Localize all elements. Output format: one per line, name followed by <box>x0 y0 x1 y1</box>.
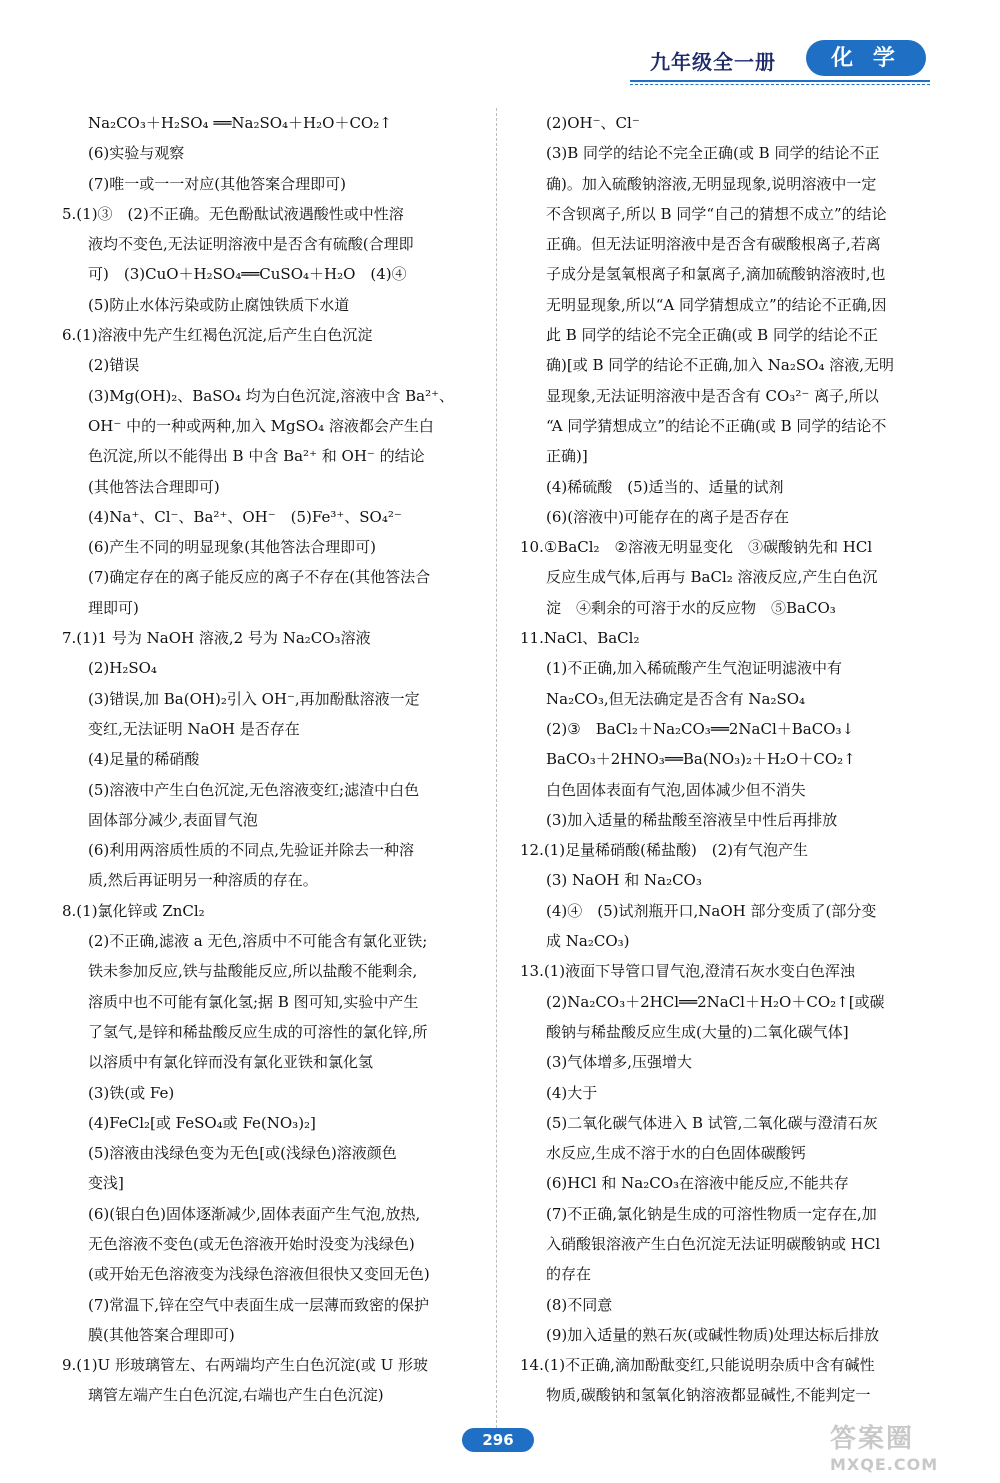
answer-line: 不含钡离子,所以 B 同学“自己的猜想不成立”的结论 <box>546 204 887 223</box>
answer-line: (3)铁(或 Fe) <box>88 1083 175 1102</box>
answer-line: “A 同学猜想成立”的结论不正确(或 B 同学的结论不 <box>546 416 887 435</box>
answer-line: (6)实验与观察 <box>88 144 185 163</box>
answer-line: 14.(1)不正确,滴加酚酞变红,只能说明杂质中含有碱性 <box>520 1356 875 1375</box>
subject-badge: 化 学 <box>806 40 926 76</box>
answer-line: 铁未参加反应,铁与盐酸能反应,所以盐酸不能剩余, <box>88 962 418 981</box>
answer-line: 以溶质中有氯化锌而没有氯化亚铁和氯化氢 <box>88 1053 374 1072</box>
answer-line: (3)Mg(OH)₂、BaSO₄ 均为白色沉淀,溶液中含 Ba²⁺、 <box>88 386 455 405</box>
answer-line: Na₂CO₃,但无法确定是否含有 Na₂SO₄ <box>546 689 806 708</box>
answer-line: (6)利用两溶质性质的不同点,先验证并除去一种溶 <box>88 841 415 860</box>
answer-line: (3)错误,加 Ba(OH)₂引入 OH⁻,再加酚酞溶液一定 <box>88 689 420 708</box>
answer-line: (3)加入适量的稀盐酸至溶液呈中性后再排放 <box>546 810 838 829</box>
answer-line: 10.①BaCl₂ ②溶液无明显变化 ③碳酸钠先和 HCl <box>520 538 873 557</box>
answer-line: 无色溶液不变色(或无色溶液开始时没变为浅绿色) <box>88 1234 415 1253</box>
answer-line: 11.NaCl、BaCl₂ <box>520 629 640 648</box>
answer-line: 7.(1)1 号为 NaOH 溶液,2 号为 Na₂CO₃溶液 <box>62 629 371 648</box>
answer-line: (或开始无色溶液变为浅绿色溶液但很快又变回无色) <box>88 1265 430 1284</box>
answer-line: 入硝酸银溶液产生白色沉淀无法证明碳酸钠或 HCl <box>546 1234 881 1253</box>
answer-line: (3)气体增多,压强增大 <box>546 1053 693 1072</box>
answer-line: (3)B 同学的结论不完全正确(或 B 同学的结论不正 <box>546 144 880 163</box>
answer-line: 固体部分减少,表面冒气泡 <box>88 810 258 829</box>
answer-line: 溶质中也不可能有氯化氢;据 B 图可知,实验中产生 <box>88 992 419 1011</box>
answer-line: (7)不正确,氯化钠是生成的可溶性物质一定存在,加 <box>546 1204 877 1223</box>
watermark-logo <box>830 1418 990 1478</box>
answer-line: 了氢气,是锌和稀盐酸反应生成的可溶性的氯化锌,所 <box>88 1022 428 1041</box>
answer-line: 5.(1)③ (2)不正确。无色酚酞试液遇酸性或中性溶 <box>62 204 404 223</box>
answer-line: (8)不同意 <box>546 1295 613 1314</box>
answer-line: 8.(1)氯化锌或 ZnCl₂ <box>62 901 205 920</box>
answer-line: (5)防止水体污染或防止腐蚀铁质下水道 <box>88 295 350 314</box>
answer-line: (6)HCl 和 Na₂CO₃在溶液中能反应,不能共存 <box>546 1174 849 1193</box>
answer-line: (2)③ BaCl₂＋Na₂CO₃══2NaCl＋BaCO₃↓ <box>546 719 855 738</box>
answer-line: 膜(其他答案合理即可) <box>88 1325 235 1344</box>
answer-line: 确)。加入硫酸钠溶液,无明显现象,说明溶液中一定 <box>546 174 877 193</box>
answer-line: (6)(银白色)固体逐渐减少,固体表面产生气泡,放热, <box>88 1204 421 1223</box>
answer-line: (9)加入适量的熟石灰(或碱性物质)处理达标后排放 <box>546 1325 879 1344</box>
answer-line: (1)不正确,加入稀硫酸产生气泡证明滤液中有 <box>546 659 843 678</box>
answer-line: (4)足量的稀硝酸 <box>88 750 200 769</box>
answer-line: 正确)] <box>546 447 588 466</box>
answer-line: (7)确定存在的离子能反应的离子不存在(其他答法合 <box>88 568 431 587</box>
answer-line: (6)(溶液中)可能存在的离子是否存在 <box>546 507 789 526</box>
answer-line: (2)不正确,滤液 a 无色,溶质中不可能含有氯化亚铁; <box>88 932 428 951</box>
answer-line: (5)溶液中产生白色沉淀,无色溶液变红;滤渣中白色 <box>88 780 420 799</box>
answer-line: (4)稀硫酸 (5)适当的、适量的试剂 <box>546 477 784 496</box>
answer-line: 正确。但无法证明溶液中是否含有碳酸根离子,若离 <box>546 235 881 254</box>
answer-line: (2)OH⁻、Cl⁻ <box>546 114 640 132</box>
answer-line: (2)Na₂CO₃＋2HCl══2NaCl＋H₂O＋CO₂↑[或碳 <box>546 992 885 1011</box>
answer-line: (5)溶液由浅绿色变为无色[或(浅绿色)溶液颜色 <box>88 1144 397 1163</box>
header-rule-dashed <box>630 84 930 85</box>
answer-line: (2)错误 <box>88 356 140 375</box>
answer-line: 的存在 <box>546 1265 592 1284</box>
answer-line: (4)大于 <box>546 1083 598 1102</box>
answer-line: 12.(1)足量稀硝酸(稀盐酸) (2)有气泡产生 <box>520 841 809 860</box>
answer-line: 淀 ④剩余的可溶于水的反应物 ⑤BaCO₃ <box>546 598 836 617</box>
answer-line: (4)FeCl₂[或 FeSO₄或 Fe(NO₃)₂] <box>88 1113 316 1132</box>
answer-line: 可) (3)CuO＋H₂SO₄══CuSO₄＋H₂O (4)④ <box>88 265 407 284</box>
answer-line: 变浅] <box>88 1174 124 1193</box>
answer-line: 13.(1)液面下导管口冒气泡,澄清石灰水变白色浑浊 <box>520 962 855 981</box>
answer-line: 反应生成气体,后再与 BaCl₂ 溶液反应,产生白色沉 <box>546 568 878 587</box>
answer-line: 液均不变色,无法证明溶液中是否含有硫酸(合理即 <box>88 235 414 254</box>
answer-line: (2)H₂SO₄ <box>88 659 157 678</box>
answer-line: (4)Na⁺、Cl⁻、Ba²⁺、OH⁻ (5)Fe³⁺、SO₄²⁻ <box>88 507 402 526</box>
page-number: 296 <box>462 1428 534 1452</box>
answer-line: 9.(1)U 形玻璃管左、右两端均产生白色沉淀(或 U 形玻 <box>62 1356 429 1375</box>
answer-line: 成 Na₂CO₃) <box>546 932 630 951</box>
answer-line: Na₂CO₃＋H₂SO₄ ══Na₂SO₄＋H₂O＋CO₂↑ <box>88 114 392 132</box>
answer-line: 无明显现象,所以“A 同学猜想成立”的结论不正确,因 <box>546 295 887 314</box>
answer-line: (6)产生不同的明显现象(其他答法合理即可) <box>88 538 376 557</box>
answer-line: 6.(1)溶液中先产生红褐色沉淀,后产生白色沉淀 <box>62 326 373 345</box>
answer-line: 此 B 同学的结论不完全正确(或 B 同学的结论不正 <box>546 326 878 345</box>
header-rule <box>630 80 930 82</box>
answer-line: (5)二氧化碳气体进入 B 试管,二氧化碳与澄清石灰 <box>546 1113 878 1132</box>
right-column <box>520 108 920 1411</box>
answer-line: OH⁻ 中的一种或两种,加入 MgSO₄ 溶液都会产生白 <box>88 416 434 435</box>
answer-line: 理即可) <box>88 598 139 617</box>
answer-line: 白色固体表面有气泡,固体减少但不消失 <box>546 780 806 799</box>
answer-line: (7)常温下,锌在空气中表面生成一层薄而致密的保护 <box>88 1295 430 1314</box>
column-divider <box>496 108 497 1428</box>
answer-line: 质,然后再证明另一种溶质的存在。 <box>88 871 318 890</box>
answer-line: 显现象,无法证明溶液中是否含有 CO₃²⁻ 离子,所以 <box>546 386 879 405</box>
answer-line: 物质,碳酸钠和氢氧化钠溶液都显碱性,不能判定一 <box>546 1386 871 1405</box>
answer-line: 璃管左端产生白色沉淀,右端也产生白色沉淀) <box>88 1386 384 1405</box>
answer-line: (其他答法合理即可) <box>88 477 220 496</box>
page-header <box>600 40 980 90</box>
answer-line: 变红,无法证明 NaOH 是否存在 <box>88 719 300 738</box>
answer-line: (3) NaOH 和 Na₂CO₃ <box>546 871 702 890</box>
answer-line: BaCO₃＋2HNO₃══Ba(NO₃)₂＋H₂O＋CO₂↑ <box>546 750 856 769</box>
left-column <box>62 108 482 1411</box>
answer-line: 确)[或 B 同学的结论不正确,加入 Na₂SO₄ 溶液,无明 <box>546 356 895 375</box>
answer-line: 水反应,生成不溶于水的白色固体碳酸钙 <box>546 1144 806 1163</box>
grade-label: 九年级全一册 <box>650 50 776 74</box>
answer-line: (7)唯一或一一对应(其他答案合理即可) <box>88 174 346 193</box>
answer-line: 子成分是氢氧根离子和氯离子,滴加硫酸钠溶液时,也 <box>546 265 886 284</box>
answer-line: 色沉淀,所以不能得出 B 中含 Ba²⁺ 和 OH⁻ 的结论 <box>88 447 425 466</box>
watermark-url: MXQE.COM <box>830 1455 939 1474</box>
answer-line: 酸钠与稀盐酸反应生成(大量的)二氧化碳气体] <box>546 1022 849 1041</box>
answer-line: (4)④ (5)试剂瓶开口,NaOH 部分变质了(部分变 <box>546 901 877 920</box>
watermark-text: 答案圈 <box>830 1424 915 1454</box>
